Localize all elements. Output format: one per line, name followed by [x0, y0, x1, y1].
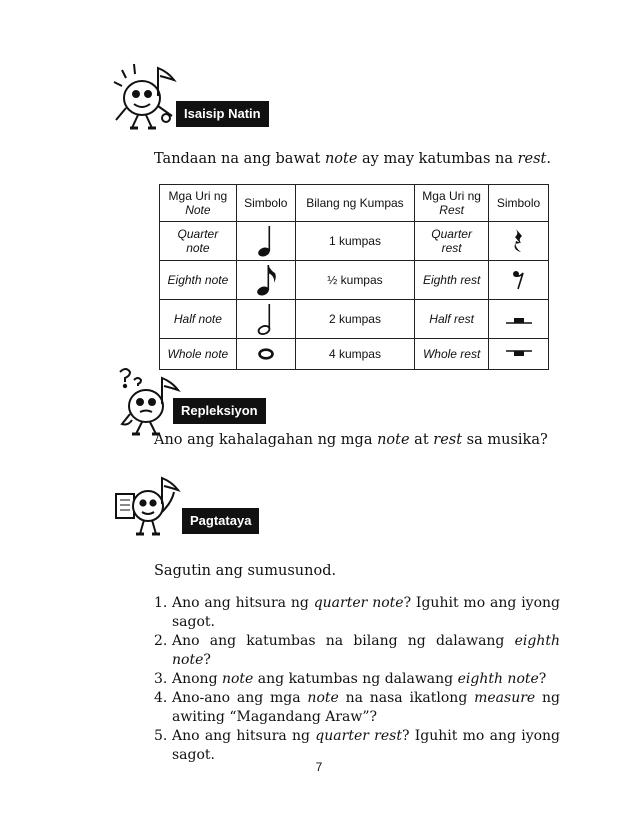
question-item [154, 594, 560, 632]
beats-cell: ½ kumpas [295, 261, 415, 300]
question-number: 4. [154, 690, 168, 706]
question-text-part: note [221, 671, 254, 687]
whole-note-icon [236, 339, 295, 370]
question-text-part: Ano ang hitsura ng [172, 595, 314, 611]
table-row [160, 300, 549, 339]
section-label-repleksiyon: Repleksiyon [173, 398, 266, 424]
eighth-rest-icon [489, 261, 549, 300]
reflection-question: Ano ang kahalagahan ng mga note at rest sa musika? [154, 432, 548, 448]
header-symbol-2: Simbolo [489, 185, 549, 222]
beats-cell: 1 kumpas [295, 222, 415, 261]
header-rest-type: Mga Uri ng Rest [415, 185, 489, 222]
question-text-part: eighth note [172, 633, 560, 668]
question-number: 2. [154, 633, 168, 649]
quarter-note-icon [236, 222, 295, 261]
note-name-cell: Whole note [160, 339, 237, 370]
header-beats: Bilang ng Kumpas [295, 185, 415, 222]
rest-name-cell: Whole rest [415, 339, 489, 370]
half-rest-icon [489, 300, 549, 339]
half-note-icon [236, 300, 295, 339]
table-header-row [160, 185, 549, 222]
question-item [154, 689, 560, 727]
page-number: 7 [315, 760, 323, 774]
question-text-part: ? [538, 671, 547, 687]
eighth-note-icon [236, 261, 295, 300]
question-item [154, 632, 560, 670]
section-label-isaisip: Isaisip Natin [176, 101, 269, 127]
section-label-pagtataya: Pagtataya [182, 508, 259, 534]
question-text-part: Ano-ano ang mga [172, 690, 308, 706]
rest-name-cell: Eighth rest [415, 261, 489, 300]
table-row [160, 339, 549, 370]
question-text-part: ang katumbas ng dalawang [253, 671, 458, 687]
rest-name-cell: Quarter rest [415, 222, 489, 261]
table-row [160, 261, 549, 300]
table-row [160, 222, 549, 261]
header-note-type: Mga Uri ng Note [160, 185, 237, 222]
beats-cell: 2 kumpas [295, 300, 415, 339]
rest-name-cell: Half rest [415, 300, 489, 339]
question-text-part: ng awiting “Magandang Araw”? [172, 690, 560, 725]
question-text-part: Ano ang katumbas na bilang ng dalawang [172, 633, 515, 649]
question-number: 3. [154, 671, 168, 687]
instruction-text: Sagutin ang sumusunod. [154, 563, 337, 579]
note-name-cell: Eighth note [160, 261, 237, 300]
question-text-part: ? Iguhit mo ang iyong sagot. [172, 728, 561, 763]
question-number: 1. [154, 595, 168, 611]
intro-sentence: Tandaan na ang bawat note ay may katumbas na rest. [154, 151, 551, 167]
question-text-part: quarter rest [315, 728, 402, 744]
notes-rests-table [159, 184, 549, 370]
quarter-rest-icon [489, 222, 549, 261]
question-list [154, 594, 560, 765]
question-text-part: Ano ang hitsura ng [172, 728, 316, 744]
question-text-part: Anong [172, 671, 222, 687]
header-symbol: Simbolo [236, 185, 295, 222]
note-name-cell: Quarter note [160, 222, 237, 261]
question-text-part: eighth note [457, 671, 539, 687]
question-number: 5. [154, 728, 168, 744]
question-item [154, 670, 560, 689]
question-text-part: na nasa ikatlong [338, 690, 475, 706]
note-name-cell: Half note [160, 300, 237, 339]
question-text-part: note [307, 690, 339, 706]
question-text-part: ? Iguhit mo ang iyong sagot. [172, 595, 560, 630]
question-text-part: ? [203, 652, 211, 668]
whole-rest-icon [489, 339, 549, 370]
beats-cell: 4 kumpas [295, 339, 415, 370]
question-text-part: quarter note [313, 595, 404, 611]
question-text-part: measure [474, 690, 536, 706]
mascot-paper-icon [112, 472, 184, 538]
